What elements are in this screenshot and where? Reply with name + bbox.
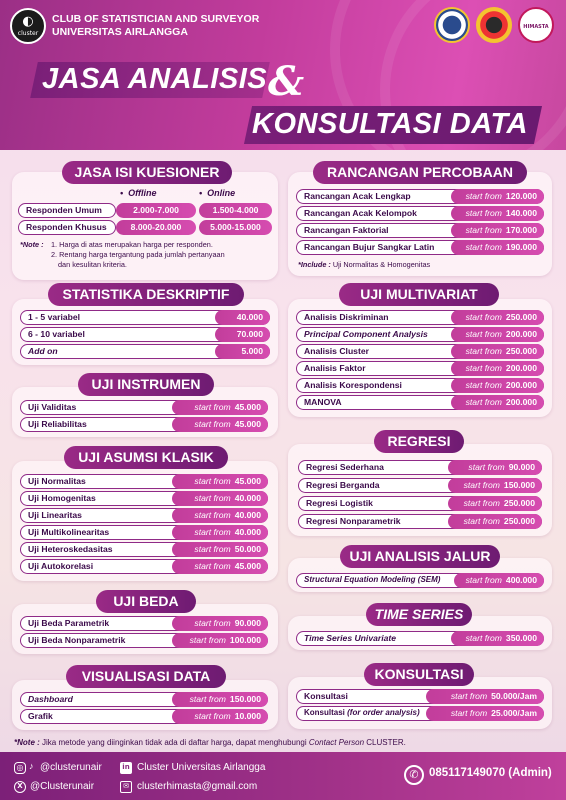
x-twitter-icon[interactable]: X — [14, 781, 26, 793]
asumsi-row — [20, 542, 268, 557]
price-prefix: start from — [465, 380, 502, 390]
row-price — [172, 633, 268, 648]
price-value: 50.000 — [234, 544, 261, 554]
cluster-logo — [10, 8, 46, 44]
online-price: 5.000-15.000 — [199, 220, 272, 235]
linkedin-name[interactable]: Cluster Universitas Airlangga — [137, 762, 266, 773]
row-label: Principal Component Analysis — [296, 327, 544, 342]
row-label: Uji Beda Nonparametrik — [20, 633, 268, 648]
kuesioner-row — [18, 203, 272, 218]
linkedin-icon[interactable]: in — [120, 762, 132, 774]
row-label: Uji Autokorelasi — [20, 559, 268, 574]
price-value: 45.000 — [234, 402, 261, 412]
asumsi-title: UJI ASUMSI KLASIK — [64, 446, 228, 469]
offline-price: 2.000-7.000 — [116, 203, 196, 218]
price-prefix: start from — [194, 527, 231, 537]
asumsi-row — [20, 559, 268, 574]
row-label: Regresi Berganda — [298, 478, 542, 493]
price-prefix: start from — [465, 633, 502, 643]
konsultasi-title: KONSULTASI — [364, 663, 474, 686]
asumsi-row — [20, 474, 268, 489]
price-value: 250.000 — [503, 516, 535, 526]
row-price — [172, 508, 268, 523]
regresi-row — [298, 496, 542, 511]
price-prefix: start from — [450, 708, 488, 718]
row-price — [451, 327, 544, 342]
row-price — [451, 310, 544, 325]
row-label: 1 - 5 variabel — [20, 310, 270, 325]
visualisasi-title: VISUALISASI DATA — [66, 665, 226, 688]
price-value: 120.000 — [505, 191, 537, 201]
price-prefix: start from — [465, 346, 502, 356]
asumsi-row — [20, 508, 268, 523]
price-prefix: start from — [194, 402, 231, 412]
price-prefix: start from — [465, 397, 502, 407]
kuesioner-note-3: dan kesulitan kriteria. — [58, 260, 127, 269]
online-price: 1.500-4.000 — [199, 203, 272, 218]
row-label: Rancangan Bujur Sangkar Latin — [296, 240, 544, 255]
price-value: 45.000 — [234, 561, 261, 571]
price-value: 90.000 — [234, 618, 261, 628]
rancangan-row — [296, 189, 544, 204]
row-label: MANOVA — [296, 395, 544, 410]
price-value: 200.000 — [505, 380, 537, 390]
price-value: 350.000 — [505, 633, 537, 643]
row-price — [451, 378, 544, 393]
row-price — [172, 692, 268, 707]
row-label: Time Series Univariate — [296, 631, 544, 646]
price-prefix: start from — [194, 476, 231, 486]
club-name-line2: UNIVERSITAS AIRLANGGA — [52, 26, 188, 38]
price-prefix: start from — [465, 208, 502, 218]
contact-person-text: Contact Person — [308, 738, 365, 747]
col-offline-label: Offline — [128, 188, 157, 198]
multivariat-title: UJI MULTIVARIAT — [339, 283, 499, 306]
kuesioner-note-1: 1. Harga di atas merupakan harga per responden. — [51, 240, 213, 249]
price-value: 90.000 — [508, 462, 535, 472]
row-label: Regresi Nonparametrik — [298, 514, 542, 529]
email-address[interactable]: clusterhimasta@gmail.com — [137, 781, 258, 792]
instrumen-row — [20, 417, 268, 432]
row-label: Analisis Diskriminan — [296, 310, 544, 325]
regresi-row — [298, 460, 542, 475]
club-name-line1: CLUB OF STATISTICIAN AND SURVEYOR — [52, 13, 260, 25]
row-label: Konsultasi — [296, 689, 544, 704]
price-value: 10.000 — [234, 711, 261, 721]
row-price — [451, 223, 544, 238]
row-label: Analisis Faktor — [296, 361, 544, 376]
instrumen-title: UJI INSTRUMEN — [78, 373, 214, 396]
row-price — [451, 189, 544, 204]
row-label-main: Konsultasi — [304, 708, 345, 717]
multivariat-row — [296, 344, 544, 359]
price-prefix: start from — [194, 711, 231, 721]
price-value: 190.000 — [505, 242, 537, 252]
timeseries-title: TIME SERIES — [366, 603, 472, 626]
multivariat-row — [296, 361, 544, 376]
row-price — [172, 417, 268, 432]
admin-phone[interactable]: 085117149070 (Admin) — [429, 767, 552, 779]
row-price — [172, 491, 268, 506]
row-label: Uji Normalitas — [20, 474, 268, 489]
himasta-logo-text: HIMASTA — [523, 24, 549, 30]
price-prefix: start from — [194, 544, 231, 554]
jalur-row — [296, 573, 544, 588]
rancangan-include-note — [298, 260, 430, 270]
include-label: *Include : — [298, 260, 331, 269]
instagram-icon[interactable]: ◎ — [14, 762, 26, 774]
instagram-handle[interactable]: @clusterunair — [40, 762, 102, 773]
tiktok-icon[interactable]: ♪ — [29, 761, 34, 771]
jalur-title: UJI ANALISIS JALUR — [340, 545, 500, 568]
price-value: 200.000 — [505, 329, 537, 339]
price-value: 40.000 — [234, 527, 261, 537]
row-label: Add on — [20, 344, 270, 359]
price-value: 170.000 — [505, 225, 537, 235]
club-name — [52, 13, 259, 39]
price-prefix: start from — [465, 312, 502, 322]
price-prefix: start from — [463, 516, 500, 526]
row-price — [426, 689, 544, 704]
university-logo — [434, 7, 470, 43]
cluster-logo-symbol: ◐ — [22, 14, 34, 29]
multivariat-row — [296, 327, 544, 342]
price-prefix: start from — [463, 498, 500, 508]
col-online-header: • Online — [199, 188, 236, 198]
note-label-text: *Note : — [20, 240, 44, 249]
row-label: Dashboard — [20, 692, 268, 707]
row-label: Uji Beda Parametrik — [20, 616, 268, 631]
deskriptif-title: STATISTIKA DESKRIPTIF — [48, 283, 244, 306]
col-online-label: Online — [207, 188, 236, 198]
price-prefix: start from — [465, 242, 502, 252]
asumsi-row — [20, 525, 268, 540]
include-text: Uji Normalitas & Homogenitas — [332, 260, 431, 269]
row-label: Responden Khusus — [18, 220, 116, 235]
price-value: 50.000/Jam — [491, 691, 537, 701]
page-title-line2: KONSULTASI DATA — [252, 108, 528, 140]
beda-row — [20, 633, 268, 648]
price-value: 45.000 — [234, 419, 261, 429]
row-label: Responden Umum — [18, 203, 116, 218]
timeseries-row — [296, 631, 544, 646]
title-ampersand: & — [268, 58, 305, 105]
rancangan-row — [296, 223, 544, 238]
rancangan-row — [296, 240, 544, 255]
row-price — [451, 206, 544, 221]
row-label: Analisis Cluster — [296, 344, 544, 359]
price-value: 250.000 — [505, 346, 537, 356]
multivariat-row — [296, 378, 544, 393]
price-prefix: start from — [465, 363, 502, 373]
row-label: Rancangan Acak Lengkap — [296, 189, 544, 204]
row-price — [172, 559, 268, 574]
row-price — [172, 616, 268, 631]
row-label: Uji Heteroskedasitas — [20, 542, 268, 557]
price-prefix: start from — [468, 462, 505, 472]
price-prefix: start from — [189, 694, 226, 704]
row-price — [448, 496, 542, 511]
price-value: 100.000 — [229, 635, 261, 645]
twitter-handle[interactable]: @Clusterunair — [30, 781, 95, 792]
konsultasi-row — [296, 689, 544, 704]
kuesioner-note-2: 2. Rentang harga tergantung pada jumlah pertanyaan — [51, 250, 225, 259]
price-value: 200.000 — [505, 363, 537, 373]
deskriptif-row — [20, 327, 270, 342]
kuesioner-title: JASA ISI KUESIONER — [62, 161, 232, 184]
row-price — [451, 631, 544, 646]
row-label: Uji Homogenitas — [20, 491, 268, 506]
bottom-note-end: CLUSTER. — [366, 738, 406, 747]
price-prefix: start from — [194, 618, 231, 628]
row-label: Analisis Korespondensi — [296, 378, 544, 393]
price-value: 150.000 — [503, 480, 535, 490]
row-price — [448, 460, 542, 475]
price-value: 45.000 — [234, 476, 261, 486]
price-value: 400.000 — [505, 575, 537, 585]
row-label: Uji Multikolinearitas — [20, 525, 268, 540]
asumsi-row — [20, 491, 268, 506]
price-value: 25.000/Jam — [491, 708, 537, 718]
row-price — [172, 474, 268, 489]
row-price: 70.000 — [215, 327, 270, 342]
instrumen-row — [20, 400, 268, 415]
price-prefix: start from — [450, 691, 488, 701]
bottom-note — [14, 738, 406, 747]
offline-price: 8.000-20.000 — [116, 220, 196, 235]
email-icon[interactable]: ✉ — [120, 781, 132, 793]
row-price — [172, 525, 268, 540]
price-value: 140.000 — [505, 208, 537, 218]
beda-row — [20, 616, 268, 631]
row-price — [448, 514, 542, 529]
price-prefix: start from — [465, 329, 502, 339]
row-price — [454, 573, 544, 588]
price-value: 150.000 — [229, 694, 261, 704]
price-value: 200.000 — [505, 397, 537, 407]
col-offline-header: • Offline — [120, 188, 157, 198]
row-label: Rancangan Faktorial — [296, 223, 544, 238]
row-label: 6 - 10 variabel — [20, 327, 270, 342]
price-value: 40.000 — [234, 493, 261, 503]
regresi-row — [298, 478, 542, 493]
row-label: Uji Reliabilitas — [20, 417, 268, 432]
row-price — [172, 709, 268, 724]
price-value: 250.000 — [503, 498, 535, 508]
himasta-logo — [518, 7, 554, 43]
row-label: Grafik — [20, 709, 268, 724]
deskriptif-row — [20, 310, 270, 325]
multivariat-row — [296, 395, 544, 410]
row-price — [426, 706, 544, 721]
page-title-line1: JASA ANALISIS — [42, 63, 268, 95]
row-label: Rancangan Acak Kelompok — [296, 206, 544, 221]
regresi-title: REGRESI — [374, 430, 464, 453]
visualisasi-row — [20, 709, 268, 724]
whatsapp-icon[interactable]: ✆ — [404, 765, 424, 785]
price-value: 40.000 — [234, 510, 261, 520]
row-price: 40.000 — [215, 310, 270, 325]
row-label: Uji Validitas — [20, 400, 268, 415]
price-prefix: start from — [194, 419, 231, 429]
row-label-suffix: (for order analysis) — [347, 708, 420, 717]
beda-title: UJI BEDA — [96, 590, 196, 613]
faculty-logo — [476, 7, 512, 43]
row-price — [451, 344, 544, 359]
price-prefix: start from — [465, 225, 502, 235]
row-price — [451, 395, 544, 410]
konsultasi-row — [296, 706, 544, 721]
row-price — [172, 542, 268, 557]
row-price: 5.000 — [215, 344, 270, 359]
row-label: Regresi Sederhana — [298, 460, 542, 475]
row-label: Uji Linearitas — [20, 508, 268, 523]
price-prefix: start from — [465, 575, 502, 585]
kuesioner-row — [18, 220, 272, 235]
multivariat-row — [296, 310, 544, 325]
bottom-note-text: Jika metode yang diinginkan tidak ada di daftar harga, dapat menghubungi — [42, 738, 307, 747]
price-prefix: start from — [194, 561, 231, 571]
bottom-note-label: *Note : — [14, 738, 40, 747]
rancangan-row — [296, 206, 544, 221]
price-prefix: start from — [463, 480, 500, 490]
row-price — [451, 240, 544, 255]
logo-text: cluster — [17, 30, 39, 37]
price-prefix: start from — [465, 191, 502, 201]
regresi-row — [298, 514, 542, 529]
row-price — [172, 400, 268, 415]
kuesioner-note-label — [20, 240, 44, 250]
row-label: Regresi Logistik — [298, 496, 542, 511]
row-price — [451, 361, 544, 376]
price-prefix: start from — [194, 510, 231, 520]
price-prefix: start from — [194, 493, 231, 503]
visualisasi-row — [20, 692, 268, 707]
deskriptif-row — [20, 344, 270, 359]
price-prefix: start from — [189, 635, 226, 645]
rancangan-title: RANCANGAN PERCOBAAN — [313, 161, 527, 184]
row-label: Structural Equation Modeling (SEM) — [296, 573, 544, 588]
price-value: 250.000 — [505, 312, 537, 322]
row-price — [448, 478, 542, 493]
